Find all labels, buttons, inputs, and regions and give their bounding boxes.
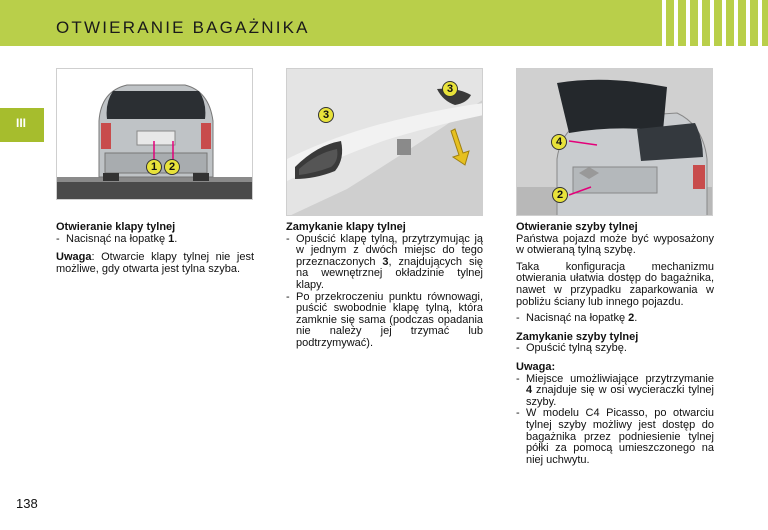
heading-open-window: Otwieranie szyby tylnej — [516, 221, 638, 233]
callout-2: 2 — [164, 159, 180, 175]
paragraph: Państwa pojazd może być wyposażony w otwieraną tylną szybę. — [516, 232, 714, 257]
photo-rear-window — [516, 68, 713, 216]
callout-3-right: 3 — [442, 81, 458, 97]
column-close-tailgate — [286, 222, 483, 350]
column-open-tailgate — [56, 222, 254, 275]
list-item: - W modelu C4 Picasso, po otwarciu tylnej szyby możliwy jest dostęp do bagażnika przez podniesienie tylnej półki za pomocą umieszczonego na niej uchwytu. — [516, 407, 714, 466]
header-stripes — [658, 0, 768, 46]
list-item: - Po przekroczeniu punktu równowagi, puścić swobodnie klapę tylną, która zamknie się sama (podczas opadania nie należy jej trzymać lub podtrzymywać). — [286, 290, 483, 349]
callout-3-left: 3 — [318, 107, 334, 123]
page-number: 138 — [16, 496, 38, 511]
heading-close-window: Zamykanie szyby tylnej — [516, 330, 639, 343]
column-rear-window — [516, 222, 714, 466]
page-title: OTWIERANIE BAGAŻNIKA — [56, 18, 310, 37]
heading-open-tailgate: Otwieranie klapy tylnej — [56, 221, 176, 233]
list-item: - Nacisnąć na łopatkę 2. — [516, 312, 638, 325]
callout-4: 4 — [551, 134, 567, 150]
list-item: - Opuścić tylną szybę. — [516, 342, 627, 355]
paragraph: Taka konfiguracja mechanizmu otwierania ułatwia dostęp do bagażnika, nawet w przypadku zaparkowania w pobliżu ściany lub innego pojazdu. — [516, 260, 714, 308]
callout-1: 1 — [146, 159, 162, 175]
photo-rear-car — [56, 68, 253, 200]
heading-close-tailgate: Zamykanie klapy tylnej — [286, 221, 406, 233]
note-paragraph: Uwaga: Otwarcie klapy tylnej nie jest możliwe, gdy otwarta jest tylna szyba. — [56, 251, 254, 275]
rear-car-illustration — [57, 69, 253, 200]
list-item: - Opuścić klapę tylną, przytrzymując ją w jednym z dwóch miejsc do tego przeznaczonych 3, znajdujących się na wewnętrznej okładzinie tylnej klapy. — [286, 232, 484, 291]
heading-note: Uwaga: — [516, 360, 556, 373]
list-item: - Miejsce umożliwiające przytrzymanie 4 znajduje się w osi wycieraczki tylnej szyby. — [516, 372, 714, 408]
list-item: - Nacisnąć na łopatkę 1. — [56, 232, 178, 245]
rear-window-illustration — [517, 69, 713, 216]
callout-2-window: 2 — [552, 187, 568, 203]
chapter-label: III — [16, 116, 27, 130]
